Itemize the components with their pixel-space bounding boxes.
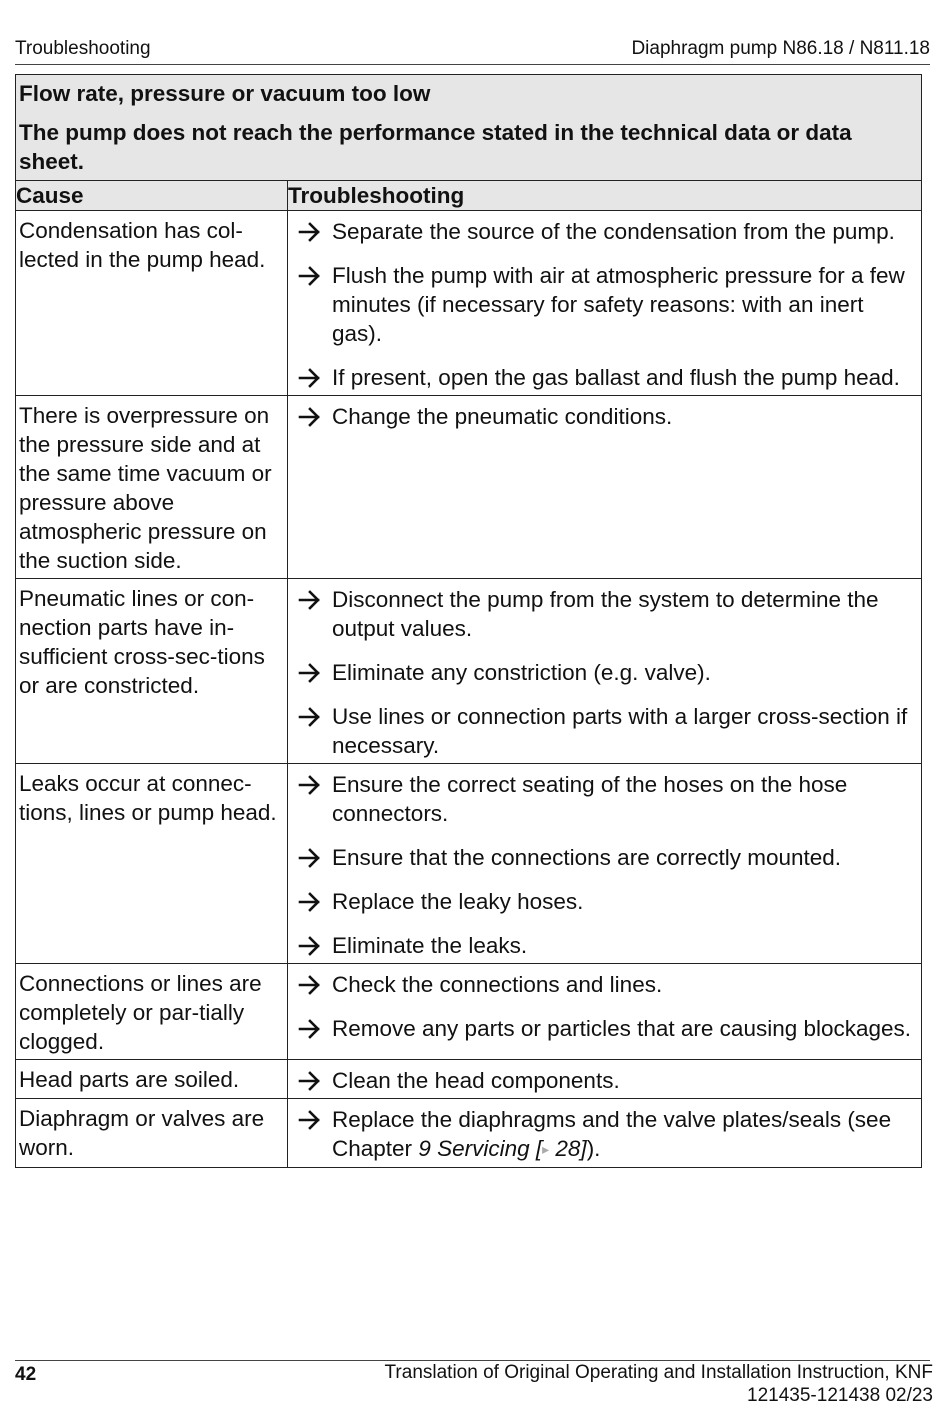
chapter-reference-page: 28] xyxy=(549,1136,587,1161)
header-section-title: Troubleshooting xyxy=(15,38,151,59)
footer-line-1: Translation of Original Operating and Installation Instruction, KNF xyxy=(384,1362,933,1383)
list-item xyxy=(298,843,913,872)
troubleshooting-cell xyxy=(288,764,922,964)
right-arrow-icon xyxy=(298,363,332,392)
troubleshooting-step: If present, open the gas ballast and flush the pump head. xyxy=(332,365,900,390)
right-arrow-icon xyxy=(298,887,332,916)
troubleshooting-cell xyxy=(288,1060,922,1099)
troubleshooting-step: Change the pneumatic conditions. xyxy=(332,404,673,429)
cause-cell: Pneumatic lines or con-nection parts have in-sufficient cross-sec-tions or are constricted. xyxy=(16,579,288,764)
step-text-end: ). xyxy=(586,1136,601,1161)
running-header xyxy=(15,36,930,65)
troubleshooting-cell xyxy=(288,964,922,1060)
page-reference-marker-icon: ▸ xyxy=(542,1141,550,1157)
right-arrow-icon xyxy=(298,261,332,348)
table-row xyxy=(16,396,922,579)
list-item xyxy=(298,402,913,431)
troubleshooting-step: Flush the pump with air at atmospheric pressure for a few minutes (if necessary for safety reasons: with an inert gas). xyxy=(332,263,905,346)
table-title-row xyxy=(16,75,922,181)
table-row xyxy=(16,211,922,396)
troubleshooting-cell xyxy=(288,396,922,579)
table-row xyxy=(16,764,922,964)
troubleshooting-cell xyxy=(288,579,922,764)
troubleshooting-step: Disconnect the pump from the system to determine the output values. xyxy=(332,587,879,641)
list-item xyxy=(298,931,913,960)
footer-document-info xyxy=(385,1361,933,1407)
list-item xyxy=(298,1014,913,1043)
troubleshooting-step: Replace the leaky hoses. xyxy=(332,889,584,914)
column-header-row xyxy=(16,181,922,211)
chapter-reference-link[interactable] xyxy=(418,1136,586,1161)
list-item xyxy=(298,887,913,916)
right-arrow-icon xyxy=(298,1105,332,1164)
troubleshooting-step: Ensure the correct seating of the hoses on the hose connectors. xyxy=(332,772,848,826)
step-text: Replace the diaphragms and the valve plates/seals (see Chapter xyxy=(332,1107,892,1161)
list-item xyxy=(298,1105,913,1164)
right-arrow-icon xyxy=(298,1066,332,1095)
column-header-troubleshooting: Troubleshooting xyxy=(288,181,922,211)
troubleshooting-step: Check the connections and lines. xyxy=(332,972,663,997)
cause-cell: Condensation has col-lected in the pump head. xyxy=(16,211,288,396)
table-title: Flow rate, pressure or vacuum too low xyxy=(19,81,431,106)
troubleshooting-step xyxy=(332,1105,913,1164)
troubleshooting-step: Eliminate any constriction (e.g. valve). xyxy=(332,660,711,685)
right-arrow-icon xyxy=(298,970,332,999)
troubleshooting-step: Clean the head components. xyxy=(332,1068,620,1093)
right-arrow-icon xyxy=(298,402,332,431)
troubleshooting-step: Remove any parts or particles that are causing blockages. xyxy=(332,1016,912,1041)
cause-cell: Leaks occur at connec-tions, lines or pump head. xyxy=(16,764,288,964)
header-product-name: Diaphragm pump N86.18 / N811.18 xyxy=(631,38,930,59)
right-arrow-icon xyxy=(298,217,332,246)
right-arrow-icon xyxy=(298,931,332,960)
troubleshooting-step: Use lines or connection parts with a larger cross-section if necessary. xyxy=(332,704,908,758)
table-row xyxy=(16,579,922,764)
right-arrow-icon xyxy=(298,1014,332,1043)
list-item xyxy=(298,770,913,828)
right-arrow-icon xyxy=(298,770,332,828)
list-item xyxy=(298,1066,913,1095)
list-item xyxy=(298,658,913,687)
troubleshooting-step: Ensure that the connections are correctly mounted. xyxy=(332,845,842,870)
right-arrow-icon xyxy=(298,843,332,872)
table-row xyxy=(16,964,922,1060)
list-item xyxy=(298,363,913,392)
cause-cell: Connections or lines are completely or par-tially clogged. xyxy=(16,964,288,1060)
cause-cell: Head parts are soiled. xyxy=(16,1060,288,1099)
right-arrow-icon xyxy=(298,658,332,687)
table-subtitle: The pump does not reach the performance stated in the technical data or data sheet. xyxy=(19,120,852,174)
cause-cell: There is overpressure on the pressure side and at the same time vacuum or pressure above atmospheric pressure on the suction side. xyxy=(16,396,288,579)
troubleshooting-cell xyxy=(288,211,922,396)
page-number: 42 xyxy=(15,1364,37,1385)
table-title-cell xyxy=(16,75,922,181)
troubleshooting-cell xyxy=(288,1099,922,1168)
troubleshooting-step: Eliminate the leaks. xyxy=(332,933,528,958)
troubleshooting-table xyxy=(15,74,922,1168)
right-arrow-icon xyxy=(298,585,332,643)
list-item xyxy=(298,217,913,246)
column-header-cause: Cause xyxy=(16,181,288,211)
footer-line-2: 121435-121438 02/23 xyxy=(747,1385,933,1406)
right-arrow-icon xyxy=(298,702,332,760)
chapter-reference-text: 9 Servicing [ xyxy=(418,1136,543,1161)
cause-cell: Diaphragm or valves are worn. xyxy=(16,1099,288,1168)
table-row xyxy=(16,1099,922,1168)
list-item xyxy=(298,970,913,999)
list-item xyxy=(298,261,913,348)
list-item xyxy=(298,585,913,643)
list-item xyxy=(298,702,913,760)
table-row xyxy=(16,1060,922,1099)
troubleshooting-step: Separate the source of the condensation from the pump. xyxy=(332,219,895,244)
